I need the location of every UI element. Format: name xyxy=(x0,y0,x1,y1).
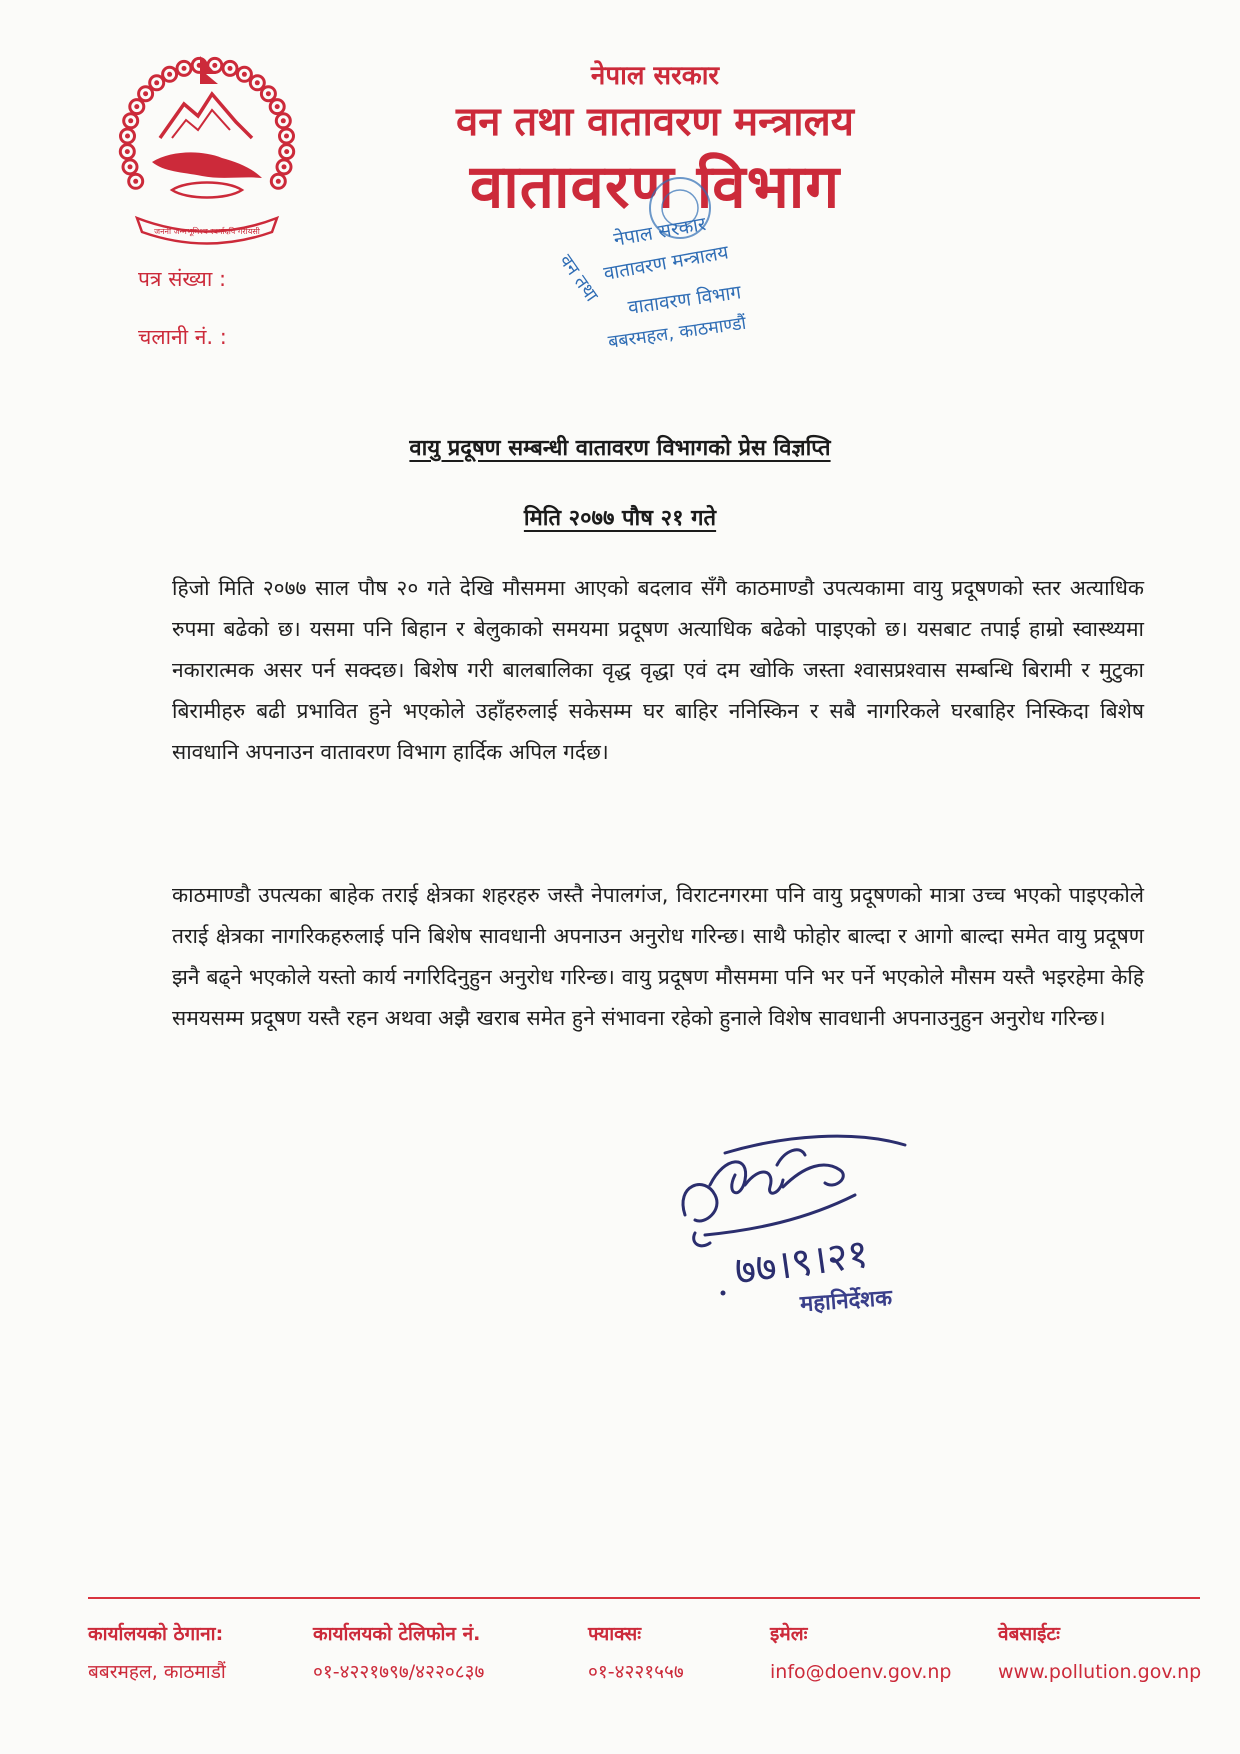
department-name: वातावरण विभाग xyxy=(469,152,841,222)
website-value: www.pollution.gov.np xyxy=(998,1661,1202,1683)
reference-fields xyxy=(138,264,227,380)
footer-email xyxy=(770,1620,951,1686)
document-title: वायु प्रदूषण सम्बन्धी वातावरण विभागको प्रेस विज्ञप्ति xyxy=(409,436,831,461)
letter-number-label: पत्र संख्या : xyxy=(138,267,227,291)
fax-value: ०१-४२२१५५७ xyxy=(588,1661,684,1683)
phone-value: ०१-४२२१७९७/४२२०८३७ xyxy=(313,1661,485,1683)
svg-text:वातावरण विभाग: वातावरण विभाग xyxy=(626,281,743,319)
nepal-emblem-icon xyxy=(112,50,302,245)
fax-label: फ्याक्सः xyxy=(588,1623,642,1645)
svg-text:वन तथा: वन तथा xyxy=(554,250,603,306)
ministry-name: वन तथा वातावरण मन्त्रालय xyxy=(456,99,854,145)
svg-text:७७।९।२१: ७७।९।२१ xyxy=(731,1230,872,1295)
email-label: इमेलः xyxy=(770,1623,808,1645)
dispatch-number-label: चलानी नं. : xyxy=(138,325,227,349)
svg-text:नेपाल सरकार: नेपाल सरकार xyxy=(612,213,708,251)
government-name: नेपाल सरकार xyxy=(590,61,720,91)
phone-label: कार्यालयको टेलिफोन नं. xyxy=(313,1623,481,1645)
body-paragraph: काठमाण्डौ उपत्यका बाहेक तराई क्षेत्रका शहरहरु जस्तै नेपालगंज, विराटनगरमा पनि वायु प्रदूषणको मात्रा उच्च भएको पाइएकोले तराई क्षेत्रका नागरिकहरुलाई पनि बिशेष सावधानी अपनाउन अनुरोध गरिन्छ। साथै फोहोर बाल्दा र आगो बाल्दा समेत वायु प्रदूषण झनै बढ्ने भएकोले यस्तो कार्य नगरिदिनुहुन अनुरोध गरिन्छ। वायु प्रदूषण मौसममा पनि भर पर्ने भएकोले मौसम यस्तै भइरहेमा केहि समयसम्म प्रदूषण यस्तै रहन अथवा अझै खराब समेत हुने संभावना रहेको हुनाले विशेष सावधानी अपनाउनुहुन अनुरोध गरिन्छ। xyxy=(172,883,1144,1030)
footer-address xyxy=(88,1620,226,1686)
office-stamp xyxy=(545,168,795,368)
signatory-title: महानिर्देशक xyxy=(799,1285,893,1318)
email-value: info@doenv.gov.np xyxy=(770,1661,952,1683)
footer-fax xyxy=(588,1620,684,1686)
svg-text:वातावरण मन्त्रालय: वातावरण मन्त्रालय xyxy=(602,241,731,285)
svg-text:बबरमहल, काठमाण्डौं: बबरमहल, काठमाण्डौं xyxy=(606,312,748,353)
footer-contact-info xyxy=(88,1620,1202,1700)
body-paragraph: हिजो मिति २०७७ साल पौष २० गते देखि मौसममा आएको बदलाव सँगै काठमाण्डौ उपत्यकामा वायु प्रदूषणको स्तर अत्याधिक रुपमा बढेको छ। यसमा पनि बिहान र बेलुकाको समयमा प्रदूषण अत्याधिक बढेको पाइएको छ। यसबाट तपाई हाम्रो स्वास्थ्यमा नकारात्मक असर पर्न सक्दछ। बिशेष गरी बालबालिका वृद्ध वृद्धा एवं दम खोकि जस्ता श्वासप्रश्वास सम्बन्धि बिरामी र मुटुका बिरामीहरु बढी प्रभावित हुने भएकोले उहाँहरुलाई सकेसम्म घर बाहिर ननिस्किन र सबै नागरिकले घरबाहिर निस्किदा बिशेष सावधानि अपनाउन वातावरण विभाग हार्दिक अपिल गर्दछ। xyxy=(172,576,1144,764)
address-label: कार्यालयको ठेगाना: xyxy=(88,1623,224,1645)
footer-phone xyxy=(313,1620,484,1686)
footer-website xyxy=(998,1620,1201,1686)
website-label: वेबसाईटः xyxy=(998,1623,1060,1645)
svg-text:जननी जन्मभूमिश्च स्वर्गादपि गर: जननी जन्मभूमिश्च स्वर्गादपि गरीयसी xyxy=(154,227,260,236)
document-date: मिति २०७७ पौष २१ गते xyxy=(523,506,717,531)
footer-divider xyxy=(88,1597,1200,1599)
address-value: बबरमहल, काठमाडौं xyxy=(88,1661,226,1683)
